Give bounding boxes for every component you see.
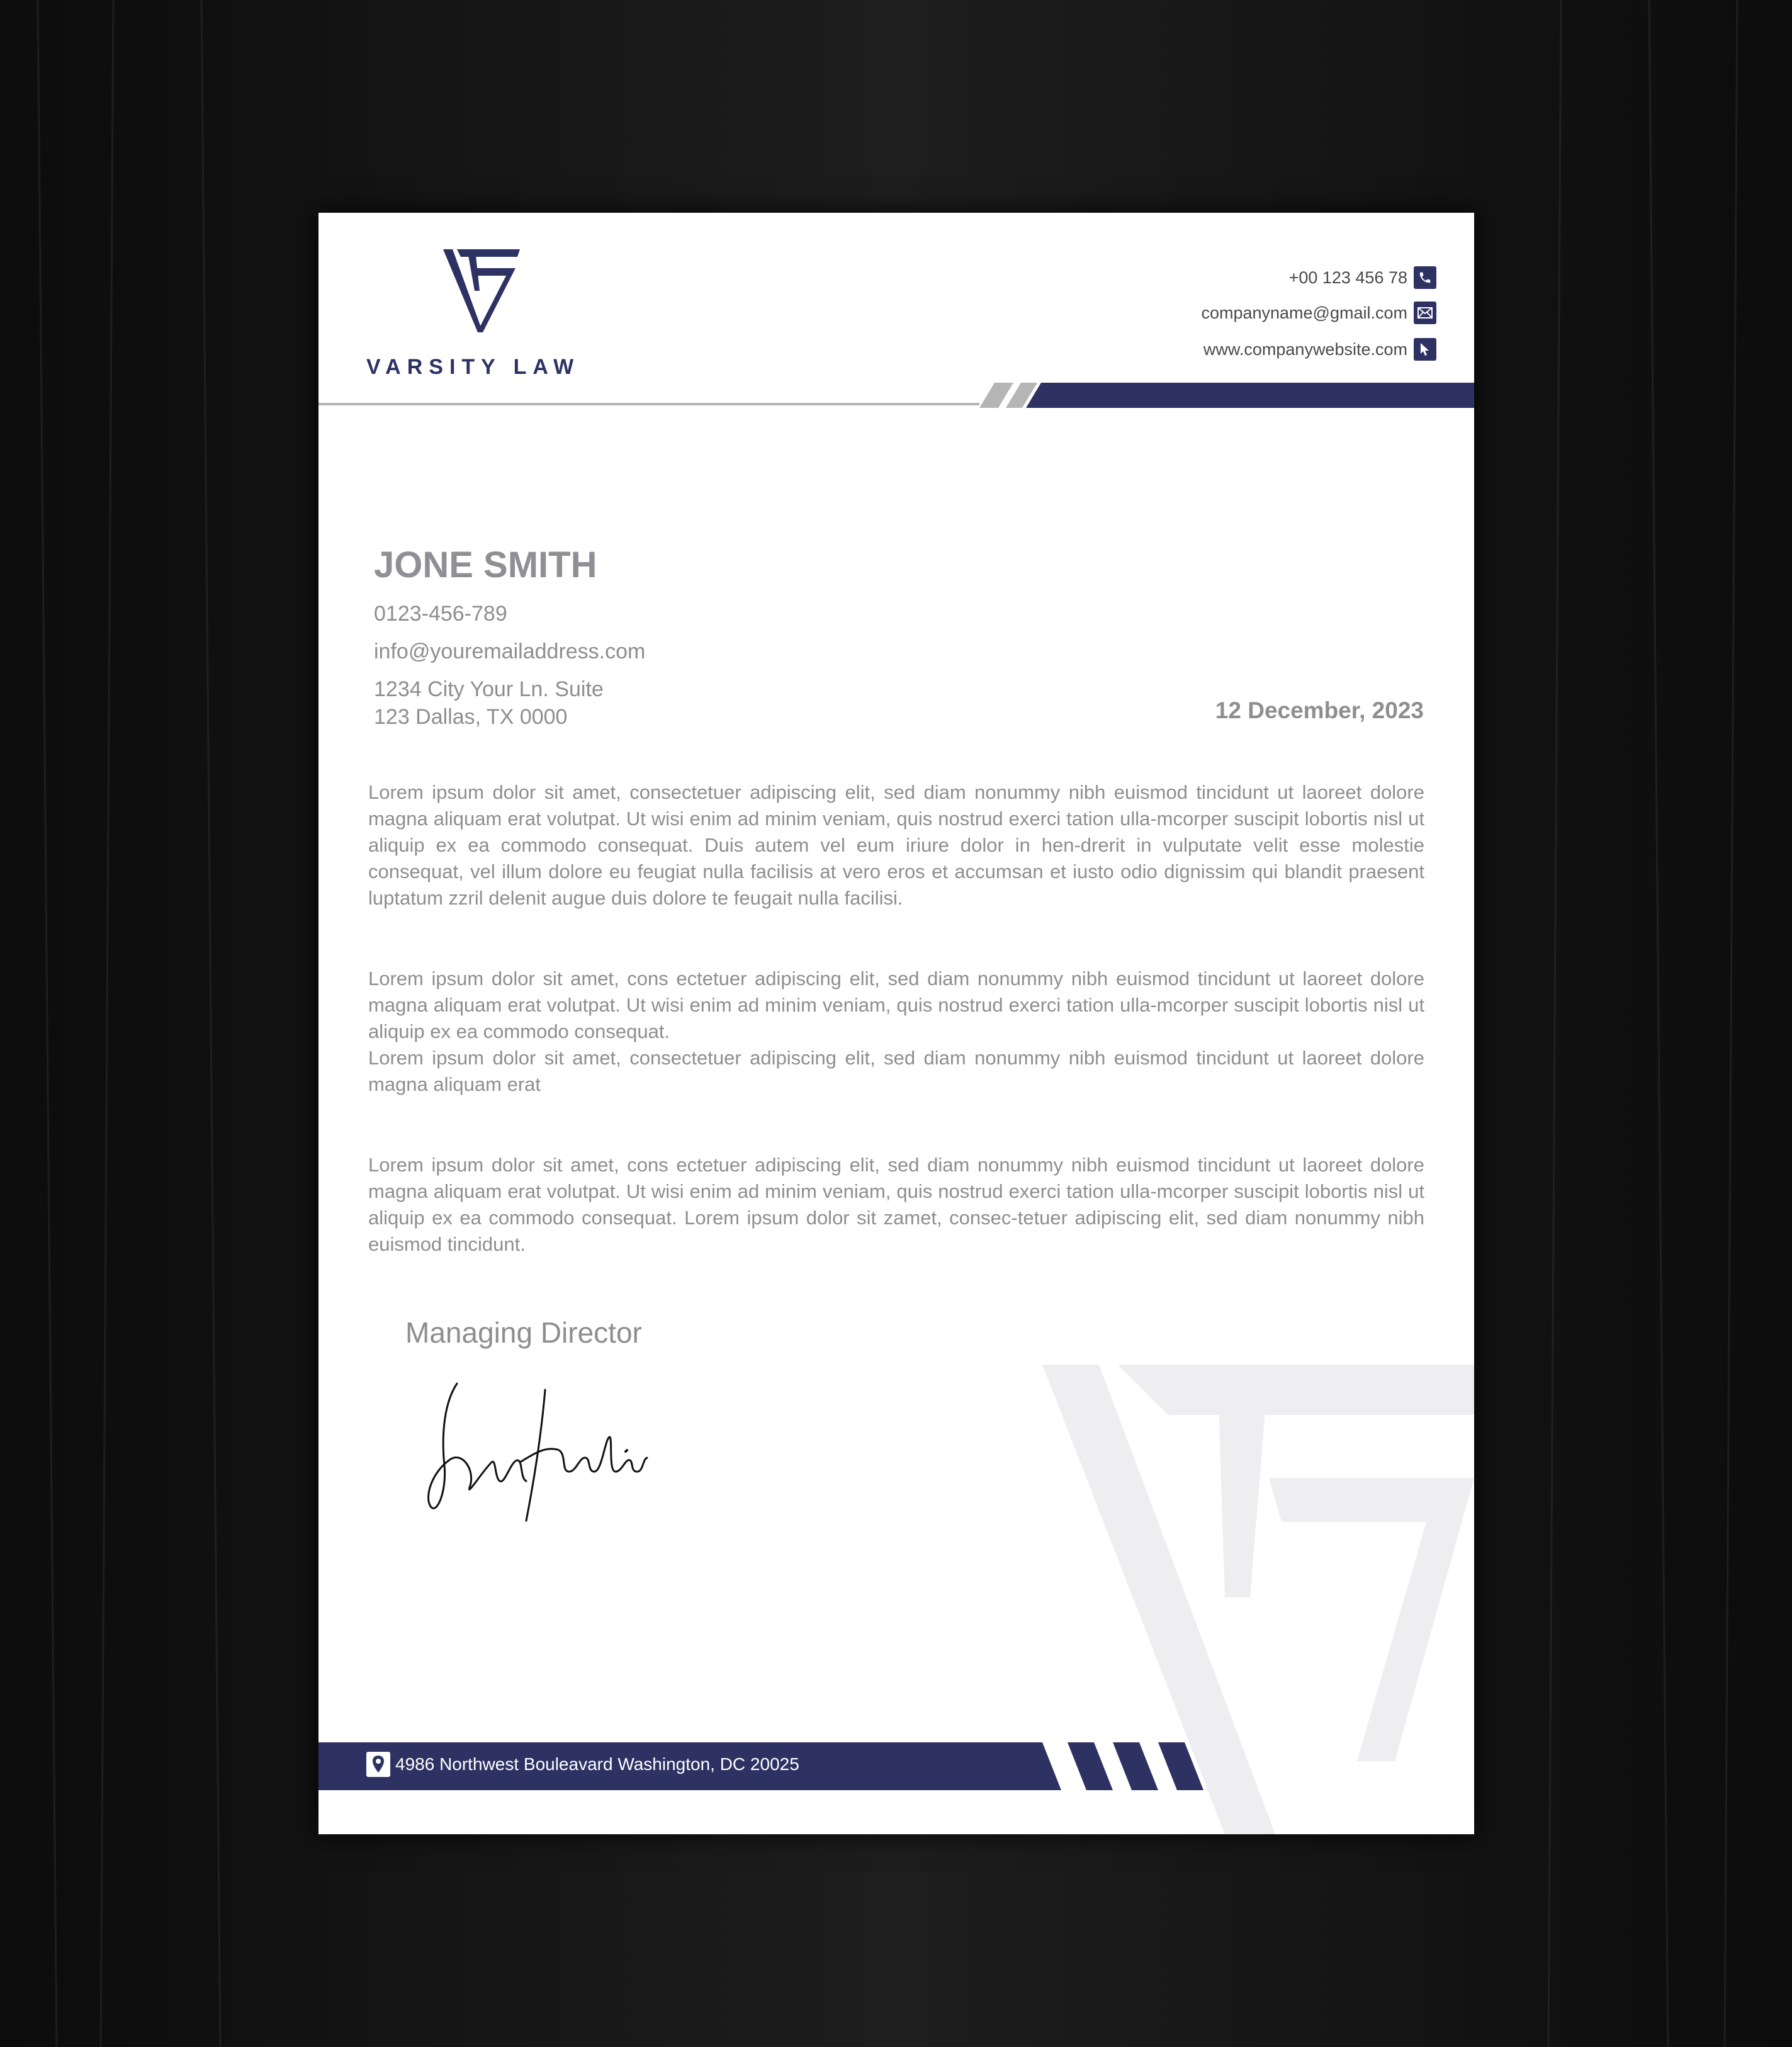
logo-mark <box>443 249 520 332</box>
sender-email: info@youremailaddress.com <box>374 640 646 663</box>
footer-address: 4986 Northwest Bouleavard Washington, DC 20025 <box>395 1754 799 1774</box>
body-paragraph-2b: Lorem ipsum dolor sit amet, consectetuer adipiscing elit, sed diam nonummy nibh euismod tincidunt ut laoreet dolore magna aliquam erat <box>368 1047 1424 1095</box>
header-accent-bar <box>967 383 1474 408</box>
sender-address-line1: 1234 City Your Ln. Suite <box>374 677 604 701</box>
body-paragraph-1: Lorem ipsum dolor sit amet, consectetuer adipiscing elit, sed diam nonummy nibh euismod tincidunt ut laoreet dolore magna aliquam erat volutpat. Ut wisi enim ad minim veniam, quis nostrud exerci tation ulla-mcorper suscipit lobortis nisl ut aliquip ex ea commodo consequat. Duis autem vel eum iriure dolor in hen-drerit in vulputate velit esse molestie consequat, vel illum dolore eu feugiat nulla facilisis at vero eros et accumsan et iusto odio dignissim qui blandit praesent luptatum zzril delenit augue duis dolore te feugait nulla facilisi. <box>368 781 1424 909</box>
contact-website-text: www.companywebsite.com <box>1203 339 1407 359</box>
brand-name: VARSITY LAW <box>366 355 580 379</box>
sender-address-line2: 123 Dallas, TX 0000 <box>374 705 568 729</box>
contact-phone-text: +00 123 456 78 <box>1288 268 1407 287</box>
header-divider <box>318 403 979 405</box>
envelope-icon <box>1414 302 1436 324</box>
letter-date: 12 December, 2023 <box>1215 697 1424 723</box>
contact-phone-row[interactable] <box>1289 266 1436 290</box>
phone-icon <box>1414 266 1436 289</box>
contact-website-row[interactable] <box>1203 337 1436 361</box>
sender-phone: 0123-456-789 <box>374 602 507 626</box>
location-pin-icon <box>366 1752 390 1777</box>
handwritten-signature <box>425 1377 658 1522</box>
contact-email-row[interactable] <box>1201 301 1436 325</box>
letterhead-page <box>318 213 1474 1834</box>
body-paragraph-2a: Lorem ipsum dolor sit amet, cons ectetuer adipiscing elit, sed diam nonummy nibh euismod tincidunt ut laoreet dolore magna aliquam erat volutpat. Ut wisi enim ad minim veniam, quis nostrud exerci tation ulla-mcorper suscipit lobortis nisl ut aliquip ex ea commodo consequat. <box>368 967 1424 1042</box>
contact-email-text: companyname@gmail.com <box>1201 303 1407 322</box>
body-paragraph-3: Lorem ipsum dolor sit amet, cons ectetuer adipiscing elit, sed diam nonummy nibh euismod tincidunt ut laoreet dolore magna aliquam erat volutpat. Ut wisi enim ad minim veniam, quis nostrud exerci tation ulla-mcorper suscipit lobortis nisl ut aliquip ex ea commodo consequat. Lorem ipsum dolor sit zamet, consec-tetuer adipiscing elit, sed diam nonummy nibh euismod tincidunt. <box>368 1154 1424 1255</box>
sender-name: JONE SMITH <box>374 544 597 585</box>
cursor-icon <box>1414 338 1436 361</box>
signature-title: Managing Director <box>405 1316 642 1349</box>
